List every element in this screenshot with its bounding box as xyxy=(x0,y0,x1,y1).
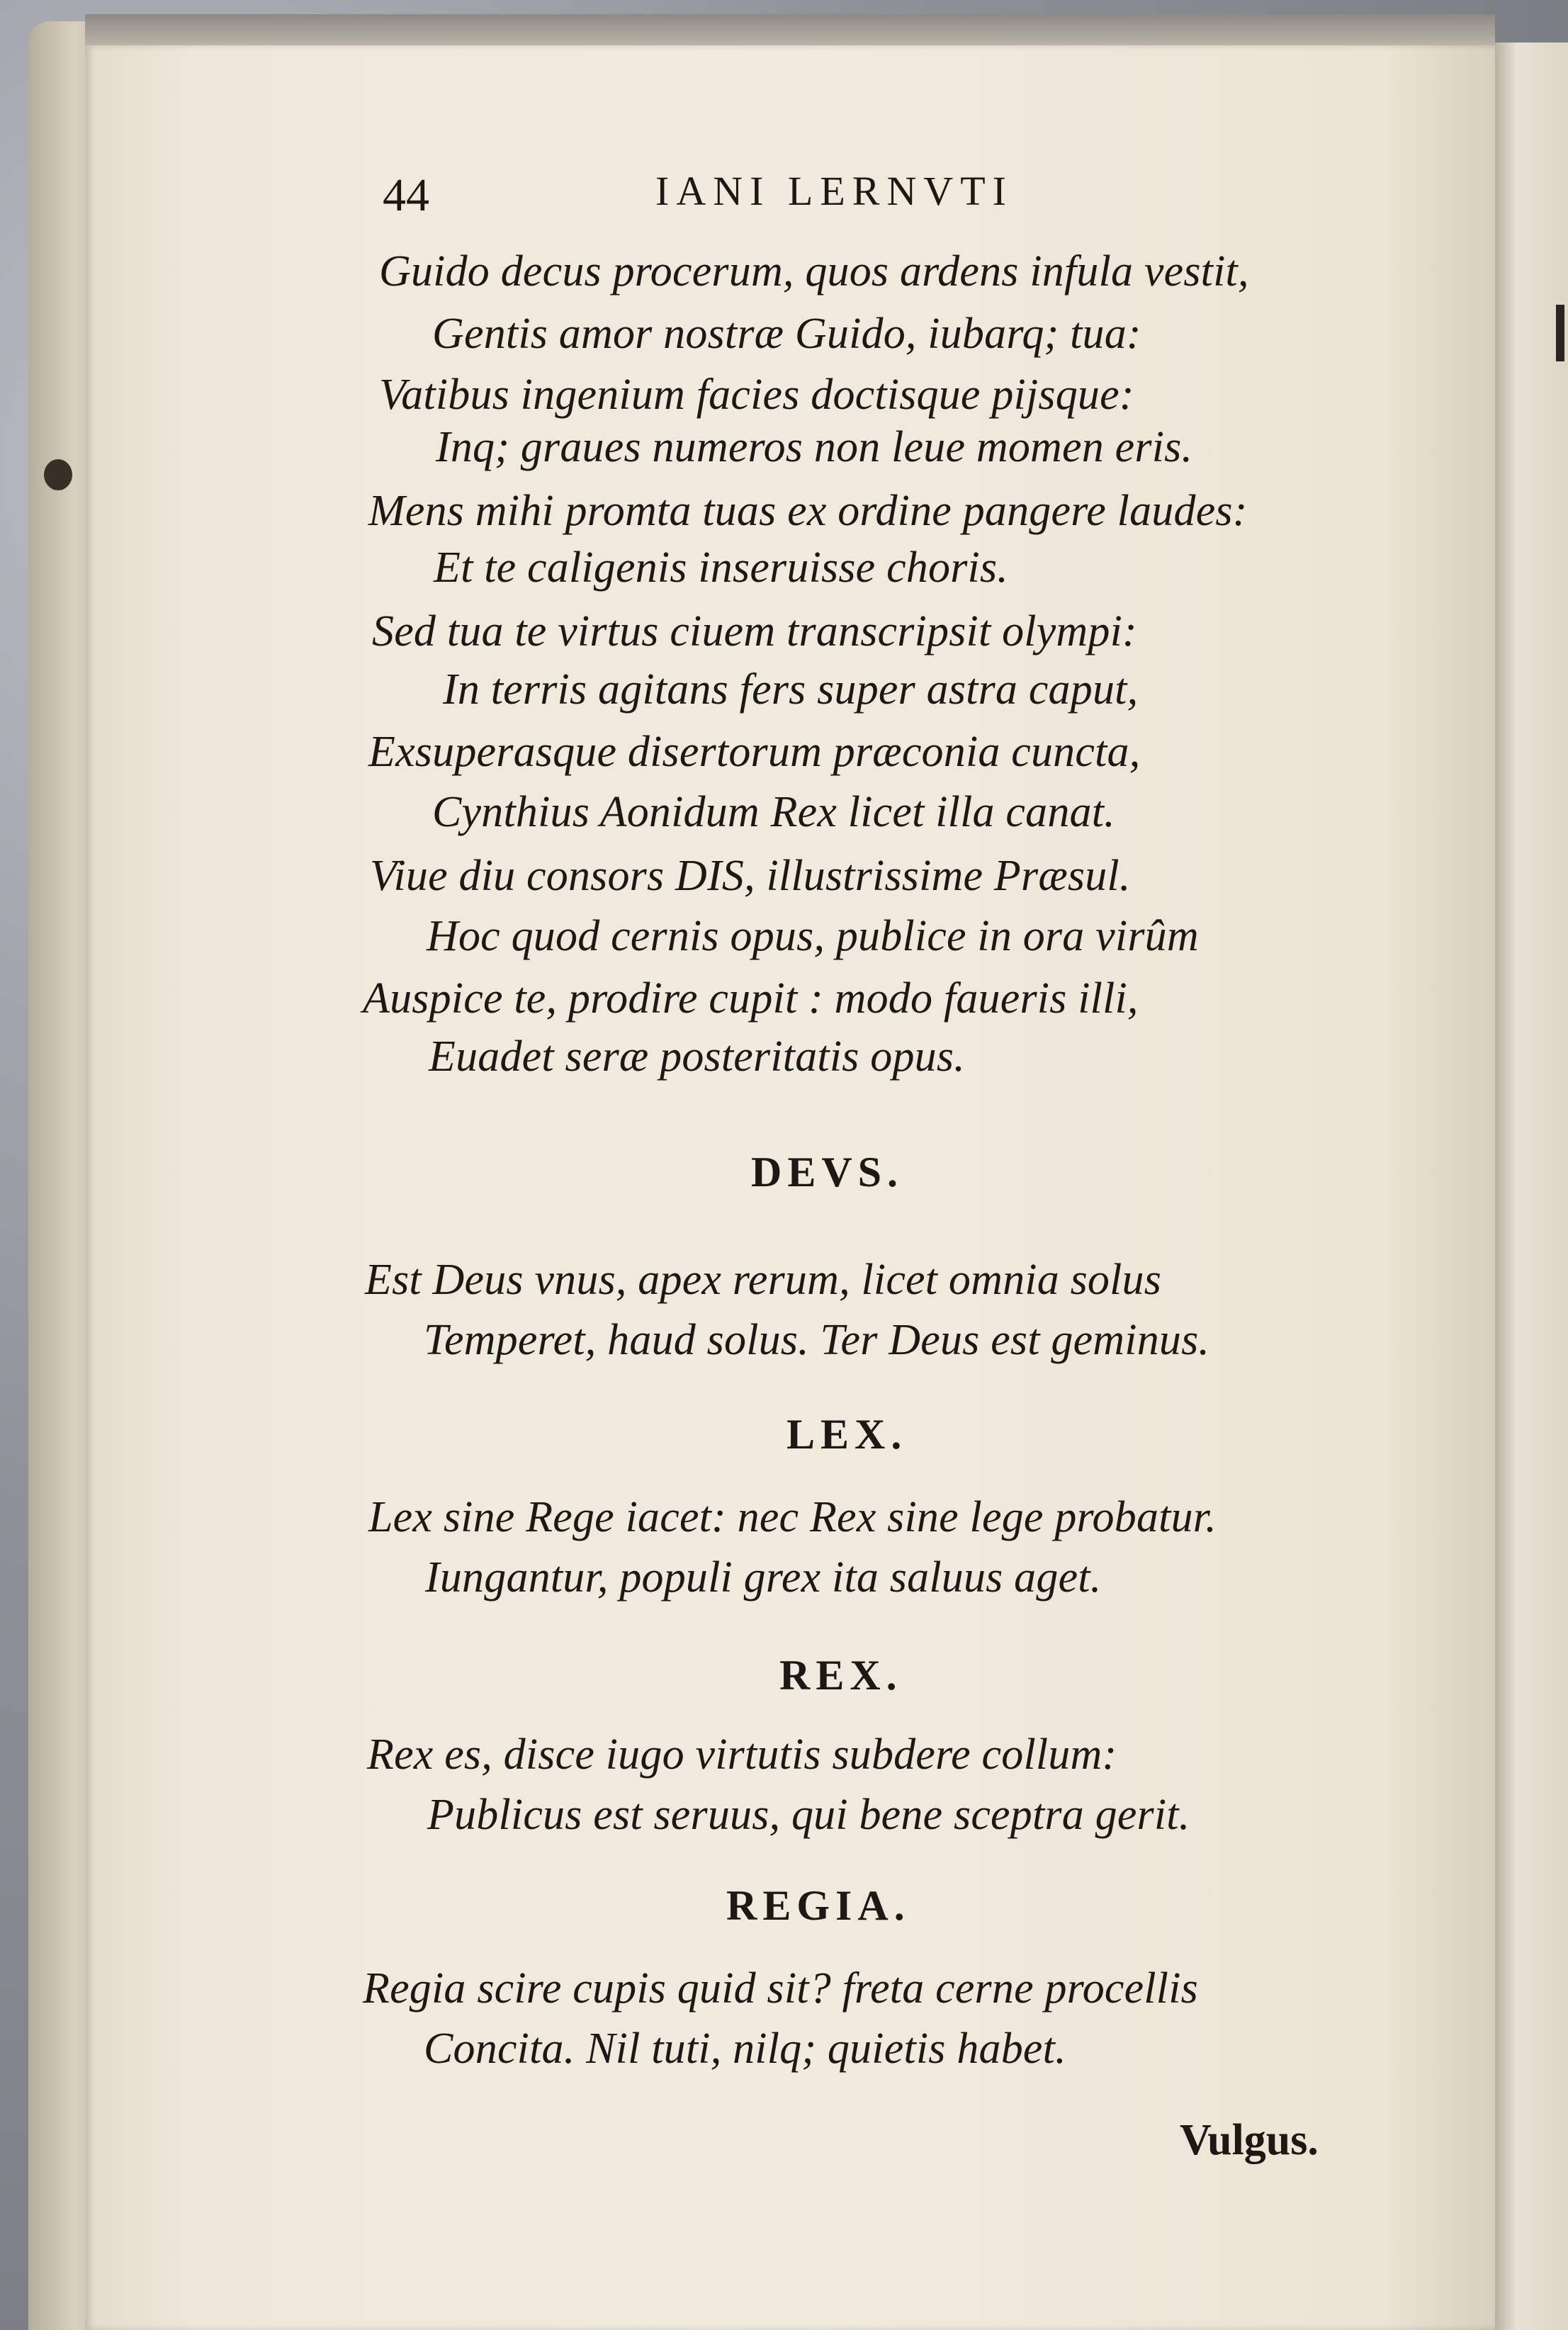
poem-line: Sed tua te virtus ciuem transcripsit olympi: xyxy=(372,607,1137,655)
poem-line: Guido decus procerum, quos ardens infula vestit, xyxy=(379,247,1249,296)
epigram-line: Publicus est seruus, qui bene sceptra gerit. xyxy=(427,1791,1190,1839)
poem-line: Et te caligenis inseruisse choris. xyxy=(434,544,1008,592)
poem-line: Hoc quod cernis opus, publice in ora virûm xyxy=(427,912,1199,960)
poem-line: Auspice te, prodire cupit : modo faueris illi, xyxy=(363,974,1139,1023)
running-title: IANI LERNVTI xyxy=(655,168,1013,214)
poem-line: Cynthius Aonidum Rex licet illa canat. xyxy=(432,788,1115,836)
poem-line: Viue diu consors DIS, illustrissime Præsul. xyxy=(370,852,1131,900)
section-heading-rex: REX. xyxy=(779,1652,903,1699)
poem-line: Exsuperasque disertorum præconia cuncta, xyxy=(368,728,1141,776)
poem-line: Vatibus ingenium facies doctisque pijsque: xyxy=(379,371,1134,419)
epigram-line: Rex es, disce iugo virtutis subdere collum: xyxy=(367,1730,1117,1779)
section-heading-devs: DEVS. xyxy=(751,1149,904,1195)
epigram-line: Concita. Nil tuti, nilq; quietis habet. xyxy=(424,2025,1066,2073)
catchword: Vulgus. xyxy=(1180,2116,1319,2164)
poem-line: In terris agitans fers super astra caput, xyxy=(443,665,1139,714)
epigram-line: Est Deus vnus, apex rerum, licet omnia solus xyxy=(365,1256,1162,1304)
epigram-line: Regia scire cupis quid sit? freta cerne procellis xyxy=(363,1964,1198,2013)
poem-line: Inq; graues numeros non leue momen eris. xyxy=(436,423,1193,471)
section-heading-regia: REGIA. xyxy=(726,1882,910,1929)
epigram-line: Temperet, haud solus. Ter Deus est geminus. xyxy=(424,1316,1210,1364)
poem-line: Mens mihi promta tuas ex ordine pangere laudes: xyxy=(368,487,1248,535)
epigram-line: Iungantur, populi grex ita saluus aget. xyxy=(425,1553,1102,1602)
epigram-line: Lex sine Rege iacet: nec Rex sine lege probatur. xyxy=(368,1493,1217,1541)
poem-line: Euadet seræ posteritatis opus. xyxy=(429,1032,965,1081)
page-number: 44 xyxy=(383,169,429,221)
section-heading-lex: LEX. xyxy=(786,1411,908,1458)
poem-line: Gentis amor nostræ Guido, iubarq; tua: xyxy=(432,310,1141,358)
